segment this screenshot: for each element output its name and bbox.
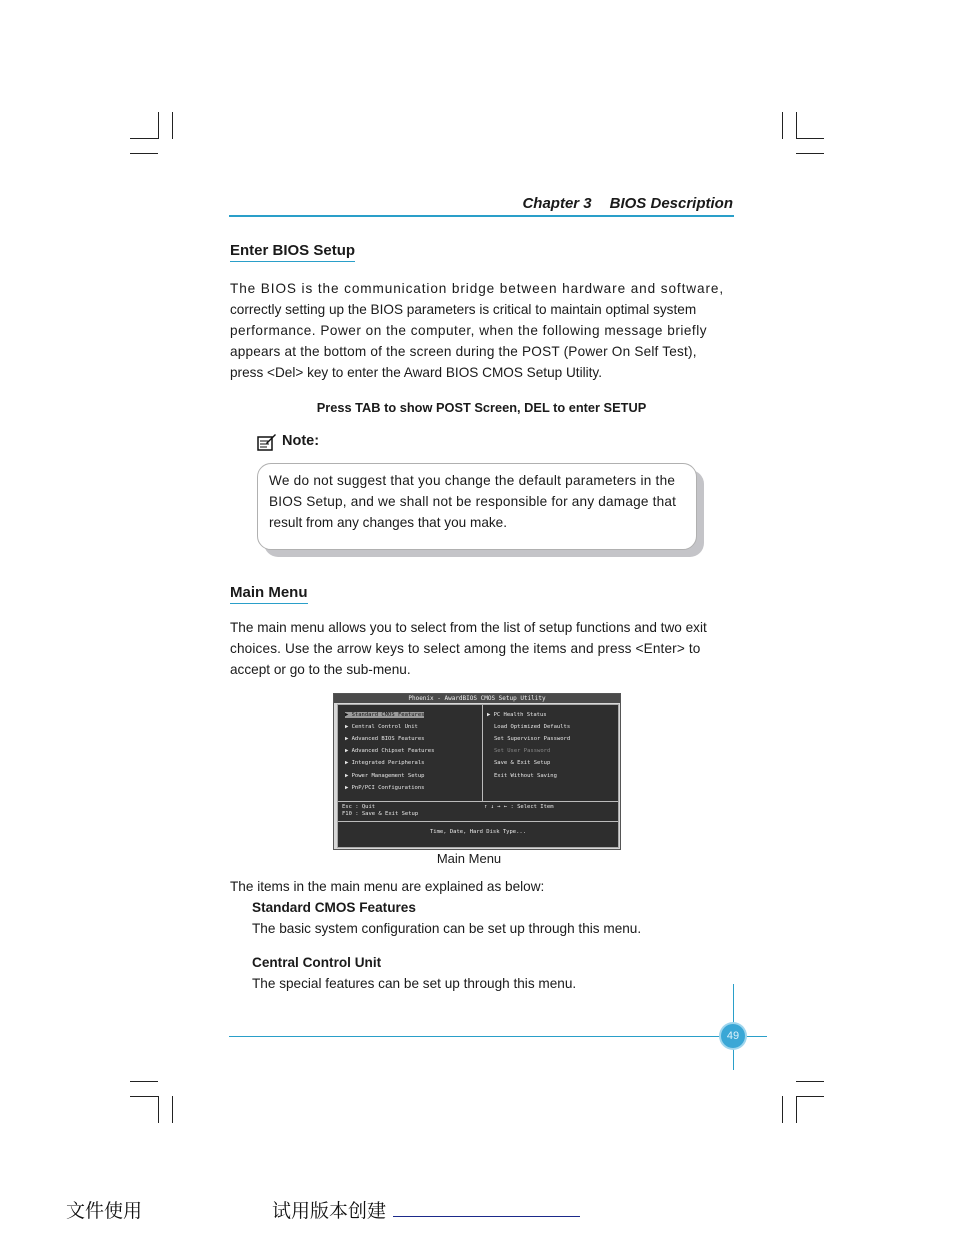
page-header: [230, 195, 733, 212]
footer-rule: [229, 1036, 767, 1037]
crop-mark: [796, 153, 824, 154]
crop-mark: [796, 1096, 824, 1097]
main-menu-heading: Main Menu: [230, 584, 308, 604]
chapter-title: BIOS Description: [609, 195, 733, 212]
bios-menu-item: ▶ Central Control Unit: [345, 724, 418, 730]
crop-mark: [172, 112, 173, 139]
crop-mark: [130, 1081, 158, 1082]
enter-bios-paragraph: [230, 278, 733, 383]
item-description: The basic system configuration can be set up through this menu.: [252, 921, 642, 936]
crop-mark: [782, 1096, 783, 1123]
header-rule: [229, 215, 734, 217]
page-number: 49: [721, 1024, 745, 1048]
note-icon: [257, 433, 277, 456]
note-text: [269, 470, 687, 533]
crop-mark: [130, 1096, 158, 1097]
post-message: Press TAB to show POST Screen, DEL to enter SETUP: [316, 400, 647, 415]
chapter-label: Chapter 3: [522, 195, 592, 212]
item-title: Standard CMOS Features: [252, 900, 416, 915]
bios-menu-item: ▶ Standard CMOS Features: [345, 712, 425, 718]
para-line: appears at the bottom of the screen during the POST (Power On Self Test),: [230, 344, 697, 359]
watermark-left: 文件使用: [66, 1200, 143, 1222]
item-description: The special features can be set up through this menu.: [252, 976, 577, 991]
para-line: The main menu allows you to select from the list of setup functions and two exit: [230, 620, 707, 635]
crop-mark: [796, 1096, 797, 1123]
watermark-right: 试用版本创建: [272, 1200, 387, 1222]
crop-mark: [796, 138, 824, 139]
bios-help-text: Time, Date, Hard Disk Type...: [429, 829, 527, 835]
main-menu-paragraph: [230, 617, 733, 680]
bios-key-hint: F10 : Save & Exit Setup: [342, 811, 419, 817]
bios-menu-item: ▶ Advanced Chipset Features: [345, 748, 435, 754]
bios-title: Phoenix - AwardBIOS CMOS Setup Utility: [334, 694, 620, 703]
bios-menu-item: Set Supervisor Password: [494, 736, 571, 742]
para-line: choices. Use the arrow keys to select among the items and press <Enter> to: [230, 641, 701, 656]
para-line: performance. Power on the computer, when the following message briefly: [230, 323, 708, 338]
para-line: The BIOS is the communication bridge between hardware and software,: [230, 281, 725, 296]
crop-mark: [158, 112, 159, 139]
bios-menu-item: ▶ Advanced BIOS Features: [345, 736, 425, 742]
note-line: BIOS Setup, and we shall not be responsible for any damage that: [269, 494, 677, 509]
bios-divider: [482, 705, 483, 801]
crop-mark: [796, 112, 797, 139]
note-line: We do not suggest that you change the default parameters in the: [269, 473, 676, 488]
crop-mark: [130, 138, 158, 139]
bios-menu-item: Load Optimized Defaults: [494, 724, 571, 730]
bios-menu-item: ▶ Integrated Peripherals: [345, 760, 425, 766]
crop-mark: [796, 1081, 824, 1082]
bios-main-menu-screenshot: [333, 693, 621, 850]
items-intro: The items in the main menu are explained as below:: [230, 879, 545, 894]
bios-menu-item: ▶ PnP/PCI Configurations: [345, 785, 425, 791]
bios-divider: [338, 801, 618, 802]
bios-key-hint: Esc : Quit: [342, 804, 376, 810]
bios-menu-item: Save & Exit Setup: [494, 760, 551, 766]
bios-menu-item: Set User Password: [494, 748, 551, 754]
bios-screen: [337, 704, 619, 848]
bios-menu-item: Exit Without Saving: [494, 773, 557, 779]
bios-divider: [338, 821, 618, 822]
watermark-underline: [393, 1216, 580, 1217]
para-line: press <Del> key to enter the Award BIOS CMOS Setup Utility.: [230, 365, 602, 380]
bios-menu-item: ▶ PC Health Status: [487, 712, 547, 718]
note-label: Note:: [282, 433, 320, 449]
crop-mark: [782, 112, 783, 139]
crop-mark: [158, 1096, 159, 1123]
enter-bios-heading: Enter BIOS Setup: [230, 242, 355, 262]
figure-caption: Main Menu: [436, 851, 502, 866]
bios-menu-item: ▶ Power Management Setup: [345, 773, 425, 779]
para-line: accept or go to the sub-menu.: [230, 662, 411, 677]
item-title: Central Control Unit: [252, 955, 382, 970]
crop-mark: [172, 1096, 173, 1123]
crop-mark: [130, 153, 158, 154]
note-line: result from any changes that you make.: [269, 515, 508, 530]
bios-key-hint: ↑ ↓ → ← : Select Item: [484, 804, 554, 810]
para-line: correctly setting up the BIOS parameters is critical to maintain optimal system: [230, 302, 697, 317]
